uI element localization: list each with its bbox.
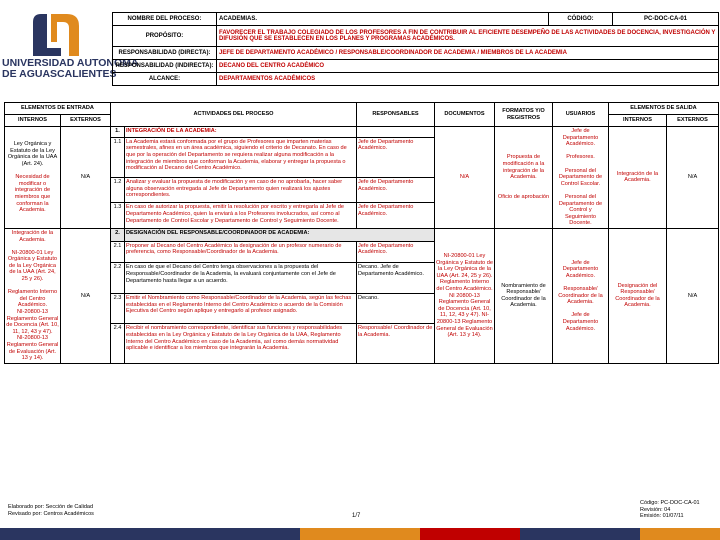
section2-user-3: Jefe de Departamento Académico. (562, 312, 599, 332)
section1-formats-1: Propuesta de modificación a la integración de la Academia. (502, 154, 545, 181)
header-row-indirect-resp (113, 60, 719, 73)
step-1-1-number: 1.1 (111, 137, 125, 177)
section2-users (553, 228, 609, 363)
step-1-2-number: 1.2 (111, 177, 125, 202)
formats-heading: FORMATOS Y/O REGISTROS (495, 103, 553, 127)
header-row-name (113, 13, 719, 26)
step-2-1-number: 2.1 (111, 241, 125, 263)
section2-title: DESIGNACIÓN DEL RESPONSABLE/COORDINADOR DE ACADEMIA: (125, 228, 435, 241)
activities-heading: ACTIVIDADES DEL PROCESO (111, 103, 357, 127)
direct-responsibility-label: RESPONSABILIDAD (DIRECTA): (113, 47, 217, 60)
scope-value: DEPARTAMENTOS ACADÉMICOS (217, 73, 719, 86)
color-bar-segment (520, 528, 640, 540)
footer-prepared-by: Elaborado por: Sección de Calidad (8, 504, 94, 510)
process-name-label: NOMBRE DEL PROCESO: (113, 13, 217, 26)
section2-user-1: Jefe de Departamento Académico. (562, 259, 599, 279)
step-2-2-resp: Decano. Jefe de Departamento Académico. (357, 263, 435, 294)
table-head-row-1 (5, 103, 719, 115)
step-1-1-text: La Academia estará conformada por el grupo de Profesores que imparten materias semestrales, afines en un área académica, siguiendo el criterio de Decanato. En caso de que por la operación del Departamento se requiera realizar alguna modificación a la integración de miembros que conforman la Academia, elaborar y entregar la propuesta o modificación al Decano del Centro Académico. (125, 137, 357, 177)
footer-code: Código: PC-DOC-CA-01 (640, 500, 700, 506)
step-1-3-text: En caso de autorizar la propuesta, emitir la resolución por escrito y entregarla al Jefe de Departamento Académico, quien la enviará a los Profesores involucrados, así como al Departamento de Control Escolar y Departamento de Control y Seguimiento Docente. (125, 203, 357, 229)
section1-user-2: Profesores. (566, 154, 595, 161)
footer-revision: Revisión: 04 (640, 506, 671, 513)
section2-title-row (5, 228, 719, 241)
section2-documents: NI-20800-01 Ley Orgánica y Estatuto de la Ley Orgánica de la UAA (Art. 24, 25 y 26). Reglamento Interno del Centro Académico. NI 20800-13 Reglamento General de Docencia (Art. 10, 11, 12, 43 y 47). NI-20800-13 Reglamento General de Evaluación (Art. 13 y 14). (435, 228, 495, 363)
section1-input-internal-1: Ley Orgánica y Estatuto de la Ley Orgánica de la UAA (Art. 24). (7, 141, 58, 167)
documents-heading: DOCUMENTOS (435, 103, 495, 127)
responsible-heading: RESPONSABLES (357, 103, 435, 127)
process-header-table (112, 12, 719, 86)
section2-input-external: N/A (61, 228, 111, 363)
outputs-external-heading: EXTERNOS (667, 115, 719, 127)
section1-input-internal-2: Necesidad de modificar o integración de miembros que conforman la Academia. (14, 174, 51, 214)
section2-output-internal: Designación del Responsable/ Coordinador de la Academia. (609, 228, 667, 363)
section2-input-internal-1: Integración de la Academia. (11, 229, 54, 243)
section1-number: 1. (111, 127, 125, 138)
section1-title-resp-empty (357, 127, 435, 138)
step-2-1-resp: Jefe de Departamento Académico. (357, 241, 435, 263)
step-2-3-number: 2.3 (111, 293, 125, 324)
section2-output-external: N/A (667, 228, 719, 363)
outputs-internal-heading: INTERNOS (609, 115, 667, 127)
section1-input-internal (5, 127, 61, 229)
university-emblem-icon (21, 12, 91, 58)
step-1-2-resp: Jefe de Departamento Académico. (357, 177, 435, 202)
section2-user-2: Responsable/ Coordinador de la Academia. (558, 285, 603, 306)
step-1-3-number: 1.3 (111, 203, 125, 229)
color-bar-segment (0, 528, 300, 540)
section2-number: 2. (111, 228, 125, 241)
color-bar-segment (640, 528, 720, 540)
step-1-2-text: Analizar y evaluar la propuesta de modificación y en caso de no aprobarla, hacer saber alguna observación entregada al Jefe de Departamento quien realizará los ajustes correspondientes. (125, 177, 357, 202)
color-bar-segment (420, 528, 520, 540)
section1-output-internal: Integración de la Academia. (609, 127, 667, 229)
process-activities-table (4, 102, 719, 364)
section1-formats-2: Oficio de aprobación (497, 193, 550, 200)
step-1-1-resp: Jefe de Departamento Académico. (357, 137, 435, 177)
scope-label: ALCANCE: (113, 73, 217, 86)
section1-title-row (5, 127, 719, 138)
logo-text-line1: UNIVERSIDAD AUTONOMA (2, 57, 139, 69)
code-label: CÓDIGO: (549, 13, 613, 26)
inputs-external-heading: EXTERNOS (61, 115, 111, 127)
color-bar-segment (300, 528, 420, 540)
university-logo (2, 12, 139, 84)
step-2-2-number: 2.2 (111, 263, 125, 294)
users-heading: USUARIOS (553, 103, 609, 127)
inputs-heading: ELEMENTOS DE ENTRADA (5, 103, 111, 115)
section1-documents: N/A (435, 127, 495, 229)
step-2-3-resp: Decano. (357, 293, 435, 324)
footer-page-number: 1/7 (352, 513, 361, 519)
step-2-1-text: Proponer al Decano del Centro Académico la designación de un profesor numerario de preferencia, como Responsable/Coordinador de la Academia. (125, 241, 357, 263)
code-value: PC-DOC-CA-01 (613, 13, 719, 26)
step-2-4-number: 2.4 (111, 324, 125, 363)
footer-right (640, 500, 700, 520)
step-2-2-text: En caso de que el Decano del Centro tenga observaciones a la propuesta del Responsable/Coordinador de la Academia, la evaluará conjuntamente con el Jefe de Departamento hasta llegar a un acuerdo. (125, 263, 357, 294)
step-2-4-text: Recibir el nombramiento correspondiente, identificar sus funciones y responsabilidades establecidas en la Ley Orgánica y Estatuto de la Ley Orgánica de la UAA, Reglamento Interno del Centro Académico en caso de la Academia, así como demás normatividad aplicable e identificar a los miembros que integrarán la Academia. (125, 324, 357, 363)
section1-title: INTEGRACIÓN DE LA ACADEMIA: (125, 127, 357, 138)
purpose-label: PROPÓSITO: (113, 26, 217, 47)
section2-formats: Nombramiento de Responsable/ Coordinador de la Academia. (495, 228, 553, 363)
process-name-value: ACADEMIAS. (217, 13, 549, 26)
section1-input-external: N/A (61, 127, 111, 229)
section2-input-internal-5: NI-20800-13 Reglamento General de Evaluación (Art. 13 y 14). (6, 335, 59, 362)
footer-emission: Emisión: 01/07/11 (640, 513, 684, 519)
section2-input-internal-2: NI-20800-01 Ley Orgánica y Estatuto de la Ley Orgánica de la UAA (Art. 24, 25 y 26). (7, 249, 58, 283)
step-2-3-text: Emitir el Nombramiento como Responsable/Coordinador de la Academia, según las fechas establecidas en el Reglamento Interno del Centro Académico o acuerdo de la Comisión Ejecutiva del Centro según aplique y entregarlo al profesor asignado. (125, 293, 357, 324)
direct-responsibility-value: JEFE DE DEPARTAMENTO ACADÉMICO / RESPONSABLE/COORDINADOR DE ACADEMIA / MIEMBROS DE LA ACADEMIA (217, 47, 719, 60)
indirect-responsibility-label: RESPONSABILIDAD (INDIRECTA): (113, 60, 217, 73)
section1-formats (495, 127, 553, 229)
decorative-color-bar (0, 528, 720, 540)
section1-output-external: N/A (667, 127, 719, 229)
logo-text-line2: DE AGUASCALIENTES (2, 68, 117, 80)
section2-input-internal-4: NI-20800-13 Reglamento General de Docencia (Art. 10, 11, 12, 43 y 47). (6, 309, 59, 335)
header-row-purpose (113, 26, 719, 47)
footer-left (8, 504, 94, 517)
section1-user-3: Personal del Departamento de Control Escolar. (558, 167, 603, 187)
section2-input-internal (5, 228, 61, 363)
header-row-scope (113, 73, 719, 86)
footer-reviewed-by: Revisado por: Centros Académicos (8, 510, 94, 517)
purpose-value: FAVORECER EL TRABAJO COLEGIADO DE LOS PROFESORES A FIN DE CONTRIBUIR AL EFICIENTE DESEMPEÑO DE LAS ACTIVIDADES DE DOCENCIA, INVESTIGACIÓN Y DIFUSIÓN QUE SE ESTABLECEN EN LOS PLANES Y PROGRAMAS ACADÉMICOS. (217, 26, 719, 47)
section2-input-internal-3: Reglamento Interno del Centro Académico. (7, 289, 58, 309)
section1-user-1: Jefe de Departamento Académico. (562, 128, 599, 148)
inputs-internal-heading: INTERNOS (5, 115, 61, 127)
step-2-4-resp: Responsable/ Coordinador de la Academia. (357, 324, 435, 363)
outputs-heading: ELEMENTOS DE SALIDA (609, 103, 719, 115)
indirect-responsibility-value: DECANO DEL CENTRO ACADÉMICO (217, 60, 719, 73)
header-row-direct-resp (113, 47, 719, 60)
step-1-3-resp: Jefe de Departamento Académico. (357, 203, 435, 229)
section1-users (553, 127, 609, 229)
section1-user-4: Personal del Departamento de Control y Seguimiento Docente. (558, 193, 603, 227)
